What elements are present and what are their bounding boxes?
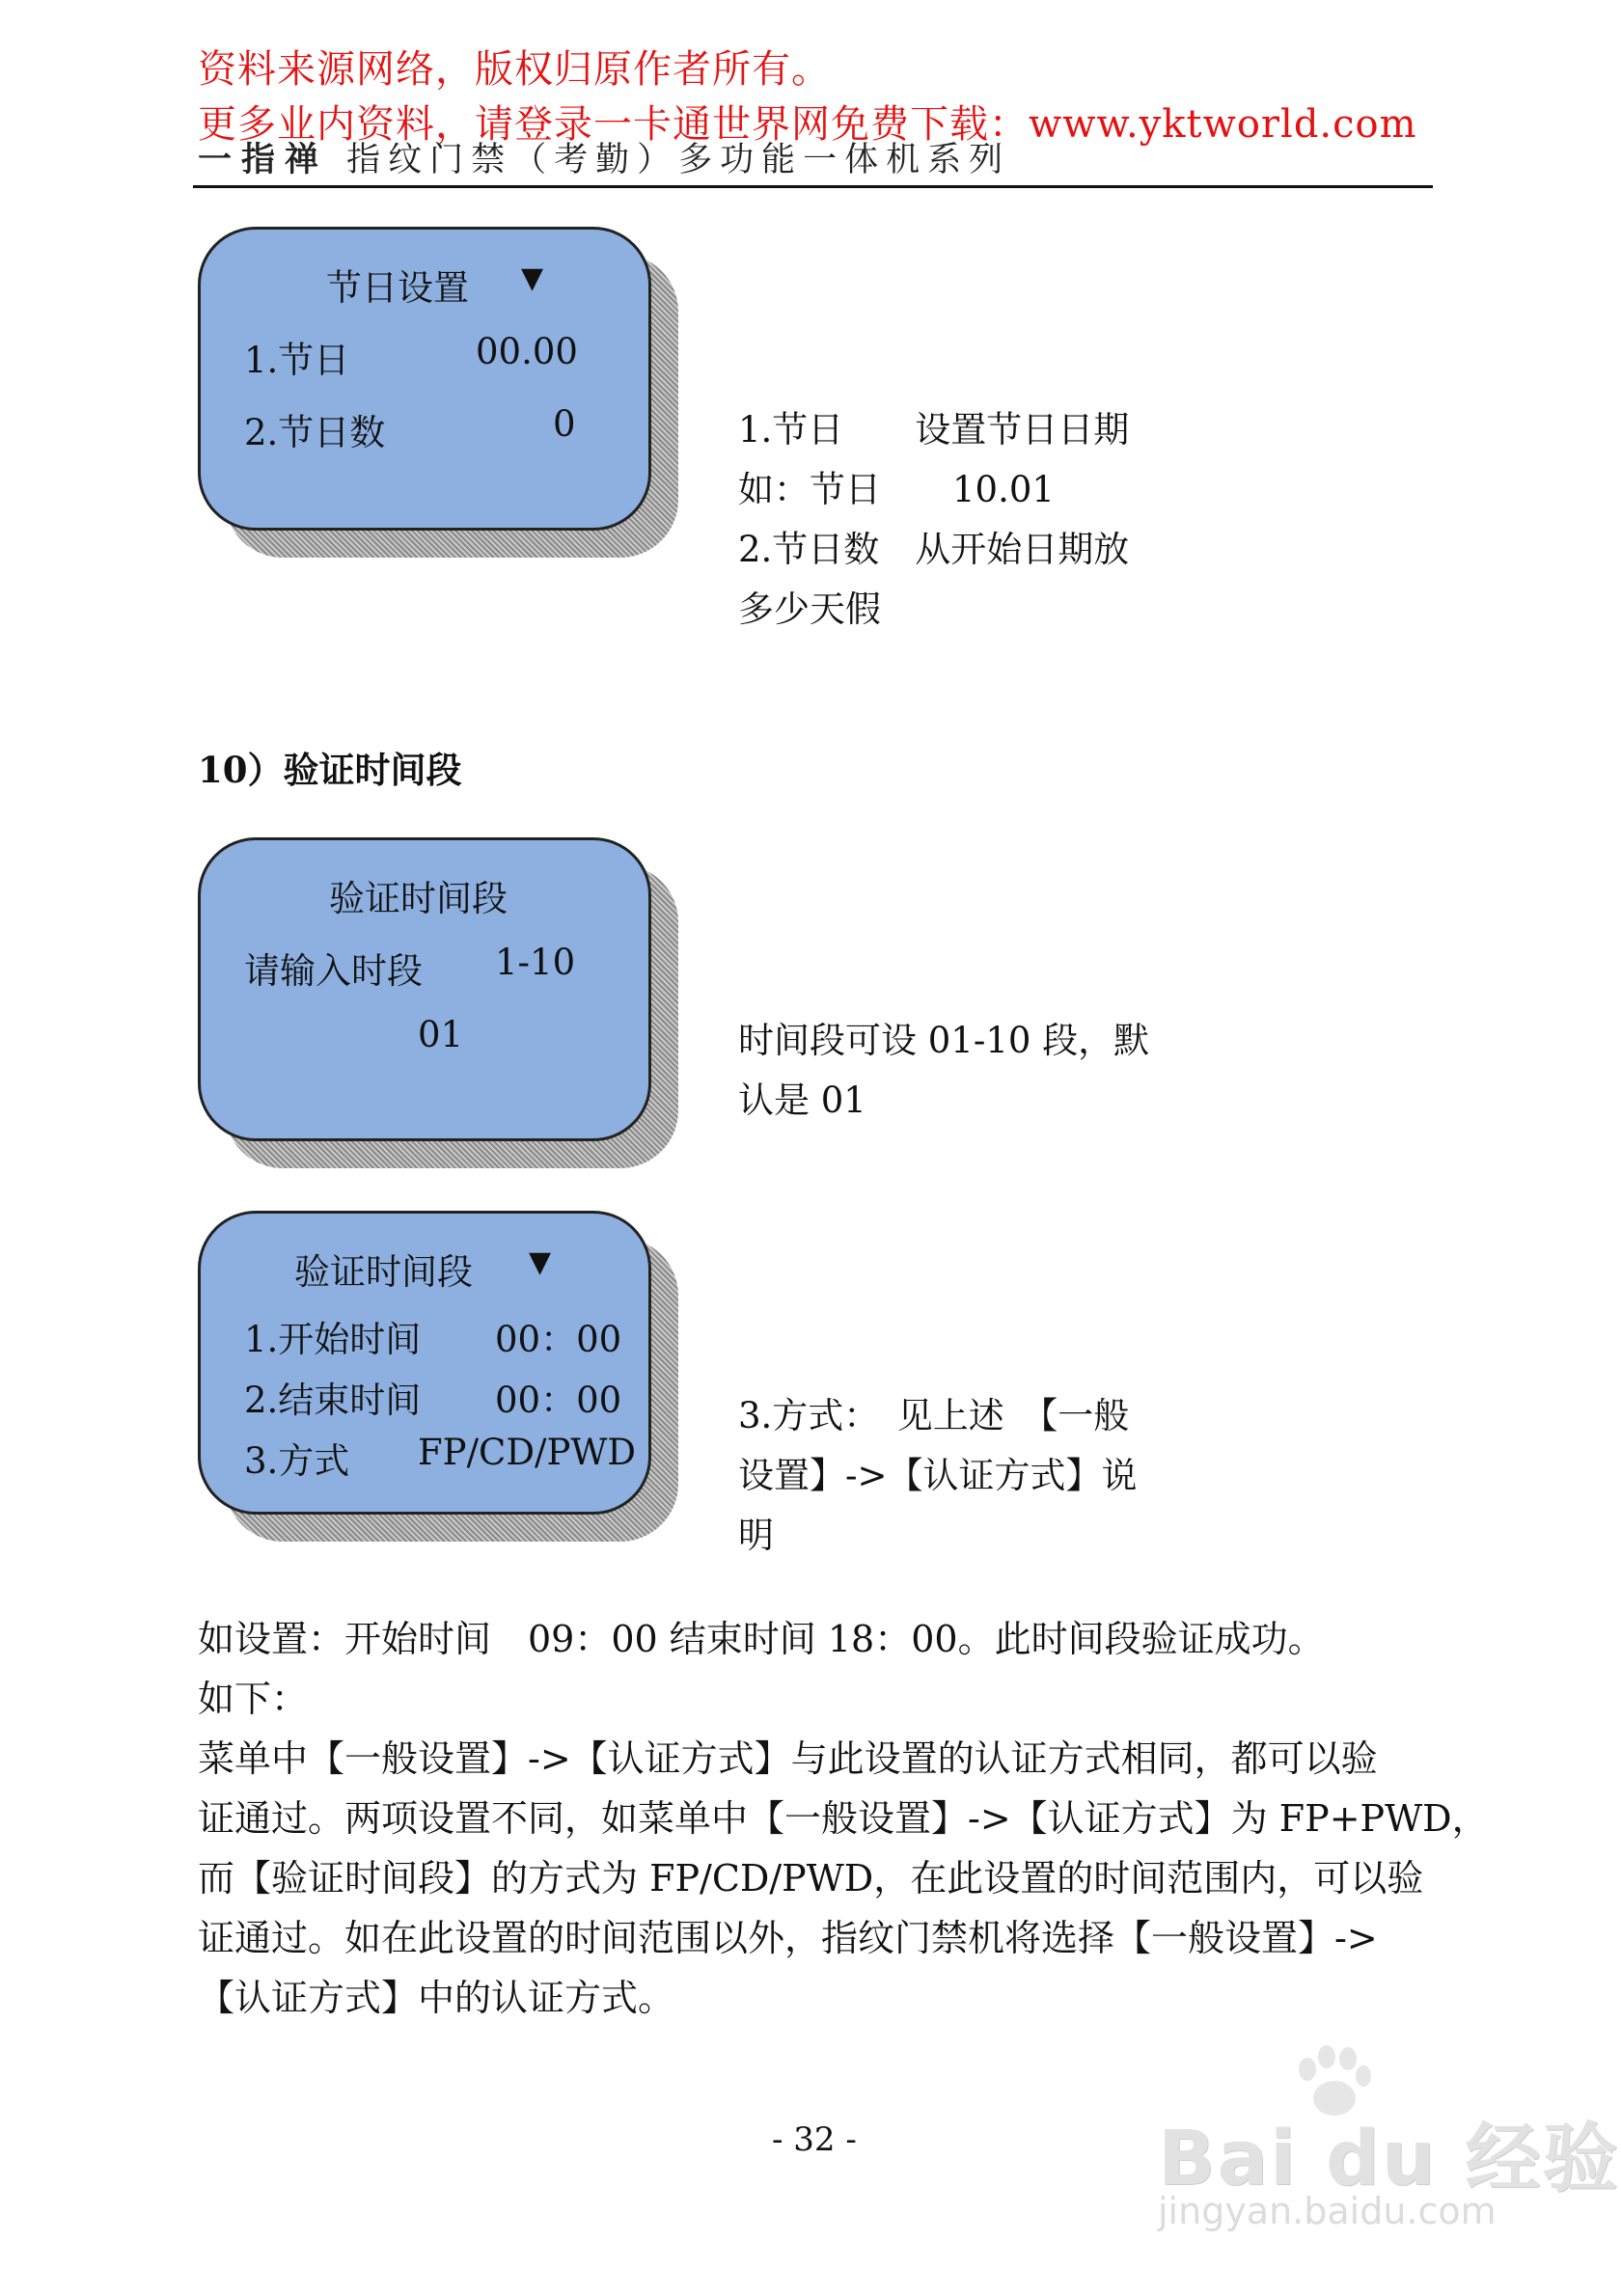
holiday-label: 1.节日 bbox=[244, 340, 350, 381]
lcd-screen bbox=[198, 837, 651, 1141]
lcd-screen bbox=[198, 1211, 651, 1515]
mode-value: FP/CD/PWD bbox=[418, 1432, 637, 1473]
lcd-screen bbox=[198, 227, 651, 531]
end-time-label: 2.结束时间 bbox=[244, 1380, 422, 1421]
desc-line: 明 bbox=[738, 1515, 774, 1556]
paragraph-line: 证通过。如在此设置的时间范围以外，指纹门禁机将选择【一般设置】-> bbox=[198, 1917, 1378, 1959]
brand-name: 一指禅 bbox=[198, 141, 329, 179]
start-time-label: 1.开始时间 bbox=[244, 1319, 422, 1360]
down-arrow-icon: ▼ bbox=[521, 261, 544, 295]
end-time-value: 00：00 bbox=[495, 1380, 622, 1421]
header-rule bbox=[193, 185, 1433, 188]
paragraph-line: 【认证方式】中的认证方式。 bbox=[198, 1977, 675, 2019]
verify-period-detail-screen bbox=[198, 1211, 651, 1515]
period-prompt-label: 请输入时段 bbox=[244, 950, 423, 992]
desc-line: 1.节日 设置节日日期 bbox=[738, 409, 1130, 451]
download-notice: 更多业内资料，请登录一卡通世界网免费下载：www.yktworld.com bbox=[198, 102, 1417, 147]
section-heading: 10）验证时间段 bbox=[198, 749, 462, 791]
page-number: - 32 - bbox=[772, 2120, 857, 2159]
header-subtitle: 指纹门禁（考勤）多功能一体机系列 bbox=[346, 141, 1011, 179]
screen-title: 节日设置 bbox=[326, 267, 469, 309]
down-arrow-icon: ▼ bbox=[529, 1245, 552, 1279]
mode-label: 3.方式 bbox=[244, 1440, 350, 1482]
start-time-value: 00：00 bbox=[495, 1319, 622, 1360]
watermark-logo: Bai du 经验 bbox=[1158, 2116, 1620, 2202]
period-value: 01 bbox=[418, 1014, 464, 1055]
document-header bbox=[198, 133, 1010, 181]
holiday-days-value: 0 bbox=[553, 403, 576, 445]
holiday-value: 00.00 bbox=[476, 331, 578, 372]
source-notice: 资料来源网络，版权归原作者所有。 bbox=[198, 47, 831, 92]
desc-line: 2.节日数 从开始日期放 bbox=[738, 529, 1130, 570]
screen-title: 验证时间段 bbox=[329, 878, 508, 919]
period-range: 1-10 bbox=[495, 942, 576, 983]
desc-line: 如：节日 10.01 bbox=[738, 469, 1055, 510]
desc-line: 设置】->【认证方式】说 bbox=[738, 1455, 1138, 1496]
paragraph-line: 如下： bbox=[198, 1678, 309, 1720]
paragraph-line: 如设置：开始时间 09：00 结束时间 18：00。此时间段验证成功。 bbox=[198, 1618, 1325, 1660]
paragraph-line: 而【验证时间段】的方式为 FP/CD/PWD，在此设置的时间范围内，可以验 bbox=[198, 1857, 1424, 1900]
desc-line: 认是 01 bbox=[738, 1080, 866, 1121]
holiday-settings-screen bbox=[198, 227, 651, 531]
verify-period-input-screen bbox=[198, 837, 651, 1141]
holiday-days-label: 2.节日数 bbox=[244, 412, 386, 453]
desc-line: 3.方式： 见上述 【一般 bbox=[738, 1395, 1130, 1436]
watermark-url: jingyan.baidu.com bbox=[1158, 2190, 1497, 2232]
paragraph-line: 证通过。两项设置不同，如菜单中【一般设置】->【认证方式】为 FP+PWD， bbox=[198, 1797, 1489, 1840]
screen-title: 验证时间段 bbox=[294, 1251, 473, 1293]
paragraph-line: 菜单中【一般设置】->【认证方式】与此设置的认证方式相同，都可以验 bbox=[198, 1737, 1378, 1780]
desc-line: 时间段可设 01-10 段，默 bbox=[738, 1020, 1150, 1061]
desc-line: 多少天假 bbox=[738, 588, 881, 630]
